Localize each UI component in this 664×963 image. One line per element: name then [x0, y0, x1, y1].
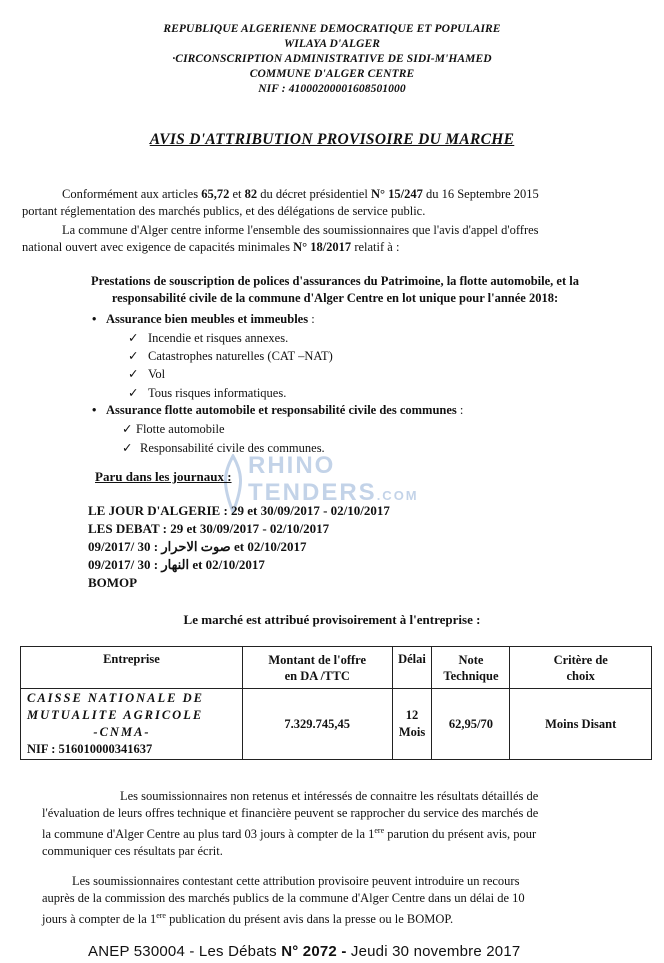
intro-text: relatif à : [351, 240, 400, 254]
attribution-statement: Le marché est attribué provisoirement à l'entreprise : [183, 612, 481, 627]
lot-2-item [122, 421, 225, 437]
intro-paragraph-2 [22, 222, 650, 256]
table-row [21, 689, 652, 760]
closing-text: l'évaluation de leurs offres technique et financière peuvent se rapprocher du service des marchés de [42, 806, 539, 820]
lot-suffix: : [308, 312, 315, 326]
subject-line: responsabilité civile de la commune d'Alger Centre en lot unique pour l'année 2018: [111, 291, 559, 305]
journal-entry [88, 538, 307, 555]
checkmark-icon: ✓ [128, 367, 139, 381]
intro-text: portant réglementation des marchés publics, et des délégations de service public. [22, 204, 426, 218]
journal-name-arabic: صوت الاحرار [161, 539, 231, 554]
watermark-word: TENDERS [248, 479, 377, 506]
checkmark-icon: ✓ [122, 422, 133, 436]
delai-unit: Mois [398, 725, 426, 739]
header-text: en DA /TTC [284, 668, 350, 683]
header-republic: REPUBLIQUE ALGERIENNE DEMOCRATIQUE ET POPULAIRE [163, 23, 501, 35]
header-entreprise: Entreprise [21, 647, 243, 689]
closing-paragraph-1 [42, 788, 654, 860]
publication-footer [88, 943, 520, 960]
header-delai: Délai [392, 647, 432, 689]
header-commune: COMMUNE D'ALGER CENTRE [249, 68, 415, 80]
journals-heading: Paru dans les journaux : [95, 469, 232, 484]
lot-item-text: Vol [148, 367, 166, 381]
cell-entreprise [21, 689, 243, 760]
closing-text: communiquer ces résultats par écrit. [42, 844, 223, 859]
lot-item-text: Flotte automobile [136, 422, 225, 436]
watermark-suffix: .COM [376, 488, 419, 503]
header-text: Note [458, 652, 484, 667]
header-note [432, 647, 510, 689]
cell-critere: Moins Disant [510, 689, 652, 760]
notice-title: AVIS D'ATTRIBUTION PROVISOIRE DU MARCHE [149, 131, 515, 148]
intro-text: Conformément aux articles [62, 187, 202, 201]
journal-name-arabic: النهار [161, 557, 190, 572]
company-name-line: CAISSE NATIONALE DE [27, 691, 204, 705]
header-text: choix [566, 668, 595, 683]
checkmark-icon: ✓ [122, 441, 133, 455]
checkmark-icon: ✓ [128, 349, 139, 363]
delai-value: 12 [405, 708, 419, 722]
article-ref: 82 [244, 187, 258, 201]
lot-title-text: Assurance flotte automobile et responsabilité civile des communes [106, 403, 457, 417]
lot-suffix: : [456, 403, 464, 417]
subject-line: Prestations de souscription de polices d'assurances du Patrimoine, la flotte automobile, et la [91, 274, 579, 288]
cell-note: 62,95/70 [432, 689, 510, 760]
header-text: Critère de [553, 652, 608, 667]
closing-text-part: publication du présent avis dans la presse ou le BOMOP. [165, 912, 454, 927]
intro-text: du décret présidentiel [257, 187, 371, 201]
header-montant [242, 647, 392, 689]
header-nif: NIF : 41000200001608501000 [258, 83, 406, 95]
journal-dates: : 30 /09/2017 et 02/10/2017 [88, 539, 307, 554]
lot-2-item [122, 440, 325, 456]
lot-1-item [128, 348, 333, 364]
footer-date: Jeudi 30 novembre 2017 [346, 943, 521, 960]
header-text: Technique [443, 668, 499, 683]
lot-item-text: Incendie et risques annexes. [148, 331, 289, 345]
article-ref: 65,72 [201, 187, 230, 201]
issuer-header [0, 22, 664, 97]
lot-1-item [128, 330, 288, 346]
journal-dates: : 30 /09/2017 et 02/10/2017 [88, 557, 265, 572]
tender-subject [20, 273, 650, 307]
checkmark-icon: ✓ [128, 331, 139, 345]
intro-text: et [229, 187, 245, 201]
cell-delai [392, 689, 432, 760]
closing-text [42, 822, 654, 843]
closing-text-part: parution du présent avis, pour [384, 827, 537, 842]
header-circonscription: ·CIRCONSCRIPTION ADMINISTRATIVE DE SIDI-M'HAMED [172, 53, 492, 65]
lot-item-text: Tous risques informatiques. [148, 386, 287, 400]
closing-text: Les soumissionnaires non retenus et intéressés de connaitre les résultats détaillés de [120, 789, 539, 803]
closing-text: auprès de la commission des marchés publics de la commune d'Alger Centre dans un délai de 10 [42, 891, 525, 905]
lot-item-text: Catastrophes naturelles (CAT –NAT) [148, 349, 333, 363]
header-wilaya: WILAYA D'ALGER [283, 38, 381, 50]
footer-issue-number: N° 2072 - [281, 943, 347, 960]
intro-paragraph-1 [22, 186, 650, 220]
cell-montant: 7.329.745,45 [242, 689, 392, 760]
lot-1-item [128, 385, 286, 401]
closing-text: Les soumissionnaires contestant cette attribution provisoire peuvent introduire un recours [72, 874, 520, 888]
bullet-icon: • [92, 403, 97, 417]
closing-text [42, 907, 654, 928]
lot-2-title [92, 403, 463, 418]
intro-text: La commune d'Alger centre informe l'ensemble des soumissionnaires que l'avis d'appel d'offres [62, 223, 539, 237]
decree-number: N° 15/247 [370, 187, 423, 201]
journal-entry: LE JOUR D'ALGERIE : 29 et 30/09/2017 - 02/10/2017 [88, 503, 390, 518]
company-acronym: -CNMA- [93, 725, 151, 739]
tender-number: N° 18/2017 [293, 240, 352, 254]
closing-paragraph-2 [42, 873, 654, 928]
header-critere [510, 647, 652, 689]
closing-text-part: jours à compter de la 1 [42, 912, 157, 927]
company-nif: NIF : 516010000341637 [27, 742, 153, 756]
company-name-line: MUTUALITE AGRICOLE [27, 708, 204, 722]
intro-text: national ouvert avec exigence de capacités minimales [22, 240, 294, 254]
lot-1-title [92, 312, 315, 327]
attribution-table [20, 646, 652, 760]
lot-1-item [128, 366, 165, 382]
bullet-icon: • [92, 312, 97, 326]
footer-source: ANEP 530004 - Les Débats [88, 943, 282, 960]
closing-text-part: la commune d'Alger Centre au plus tard 03 jours à compter de la 1 [42, 827, 375, 842]
lot-title-text: Assurance bien meubles et immeubles [106, 312, 309, 326]
superscript: ere [156, 911, 166, 920]
journal-entry: BOMOP [88, 575, 138, 590]
watermark-line-1: RHINO [248, 452, 336, 479]
checkmark-icon: ✓ [128, 386, 139, 400]
journal-entry: LES DEBAT : 29 et 30/09/2017 - 02/10/2017 [88, 521, 330, 536]
intro-text: du 16 Septembre 2015 [422, 187, 539, 201]
table-header-row [21, 647, 652, 689]
journal-entry [88, 556, 265, 573]
header-text: Montant de l'offre [268, 652, 367, 667]
superscript: ere [374, 826, 385, 835]
lot-item-text: Responsabilité civile des communes. [140, 441, 325, 455]
